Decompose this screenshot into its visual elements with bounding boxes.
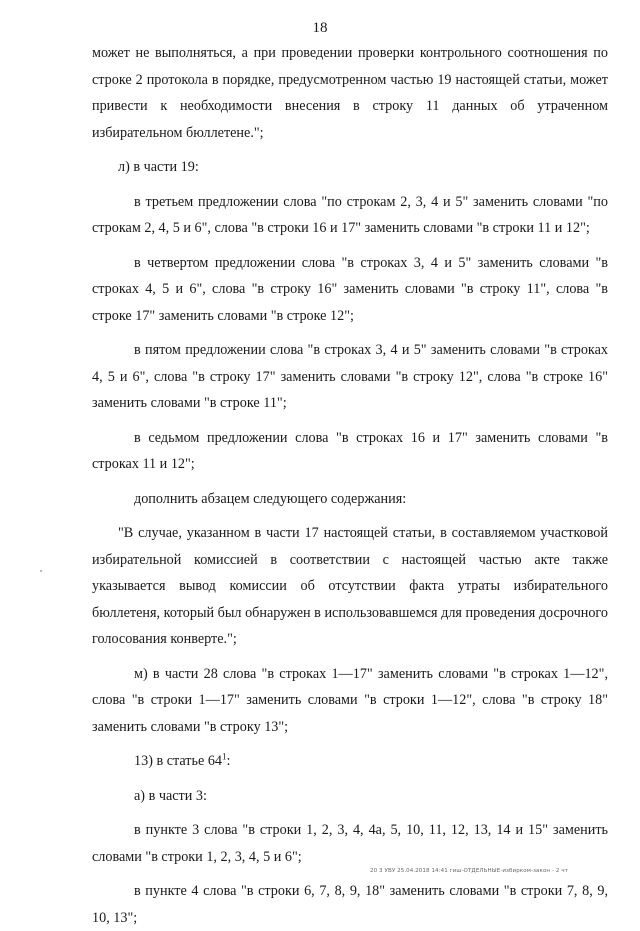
paragraph: а) в части 3: xyxy=(134,787,207,804)
paragraph: в пункте 3 слова "в строки 1, 2, 3, 4, 4а, 5, 10, 11, 12, 13, 14 и 15" заменить словами "в строки 1, 2, 3, 4, 5 и 6"; xyxy=(92,822,608,865)
paragraph: в четвертом предложении слова "в строках 3, 4 и 5" заменить словами "в строках 4, 5 и 6", слова "в строку 16" заменить словами "в строку 11", слова "в строке 17" заменить словами "в строке 12"; xyxy=(92,254,608,324)
paragraph: в пункте 4 слова "в строки 6, 7, 8, 9, 18" заменить словами "в строки 7, 8, 9, 10, 13"; xyxy=(92,883,608,926)
paragraph: дополнить абзацем следующего содержания: xyxy=(134,490,407,507)
paragraph: может не выполняться, а при проведении проверки контрольного соотношения по строке 2 протокола в порядке, предусмотренном частью 19 настоящей статьи, может привести к необходимости внесения в строку 11 данных об утраченном избирательном бюллетене."; xyxy=(92,45,608,141)
article-superscript: 1 xyxy=(222,751,227,762)
paragraph: м) в части 28 слова "в строках 1—17" заменить словами "в строках 1—12", слова "в строки 1—17" заменить словами "в строки 1—12", слова "в строку 18" заменить словами "в строку 13"; xyxy=(92,665,608,735)
page-number: 18 xyxy=(312,20,328,36)
margin-mark xyxy=(40,570,42,572)
paragraph: в пятом предложении слова "в строках 3, 4 и 5" заменить словами "в строках 4, 5 и 6", слова "в строку 17" заменить словами "в строку 12", слова "в строке 16" заменить словами "в строке 11"; xyxy=(92,342,608,411)
document-body xyxy=(92,40,608,931)
article-heading-text: 13) в статье 64 xyxy=(134,753,223,769)
paragraph: л) в части 19: xyxy=(118,159,199,175)
paragraph: "В случае, указанном в части 17 настоящей статьи, в составляемом участковой избирательной комиссией в соответствии с настоящей частью акте также указывается вывод комиссии об отсутствии факта утраты избирательного бюллетеня, который был обнаружен в использовавшемся для проведения досрочного голосования конверте."; xyxy=(92,525,608,647)
article-heading-suffix: : xyxy=(226,753,231,769)
paragraph: в седьмом предложении слова "в строках 16 и 17" заменить словами "в строках 11 и 12"; xyxy=(92,429,608,472)
paragraph: в третьем предложении слова "по строкам 2, 3, 4 и 5" заменить словами "по строкам 2, 4, 5 и 6", слова "в строки 16 и 17" заменить словами "в строки 11 и 12"; xyxy=(92,193,608,236)
footer-stamp: 20 3 УВУ 25.04.2018 14:41 гиш-ОТДЕЛЬНЫЕ-избирком-закон - 2 чт xyxy=(370,868,568,874)
article-heading xyxy=(92,748,608,775)
